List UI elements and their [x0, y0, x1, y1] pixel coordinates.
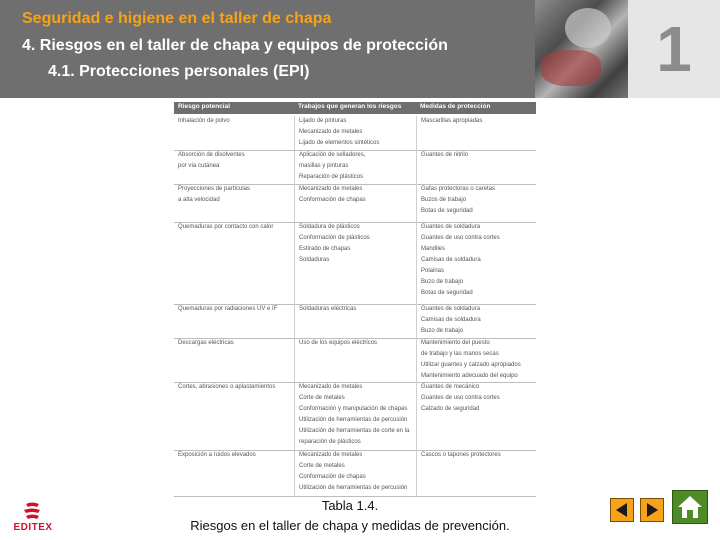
cell-text: Mecanizado de metales [299, 384, 363, 390]
measures-cell [416, 116, 537, 150]
risk-cell [174, 304, 294, 338]
cell-text: de trabajo y las manos secas [421, 351, 499, 357]
page-title: Seguridad e higiene en el taller de chapa [22, 10, 332, 27]
table-row [174, 338, 536, 383]
cell-text: Soldadura de plásticos [299, 224, 360, 230]
header-bar [0, 0, 720, 98]
table-row [174, 184, 536, 223]
chapter-number: 1 [656, 13, 692, 85]
cell-text: Mecanizado de metales [299, 129, 363, 135]
cell-text: Aplicación de selladores, [299, 152, 366, 158]
cell-text: Guantes de uso contra cortes [421, 395, 500, 401]
cell-text: Gafas protectoras o caretas [421, 186, 496, 192]
table-row [174, 150, 536, 185]
cell-text: Conformación y manipulación de chapas [299, 406, 408, 412]
section-title: 4. Riesgos en el taller de chapa y equipos de protección [22, 37, 448, 54]
cell-text: Calzado de seguridad [421, 406, 480, 412]
editex-logo-text: EDITEX [13, 522, 53, 533]
cell-text: Botas de seguridad [421, 290, 473, 296]
cell-text: Utilización de herramientas de percusión [299, 485, 408, 491]
cell-text: Soldaduras eléctricas [299, 306, 357, 312]
measures-cell [416, 304, 537, 338]
table-header [174, 102, 536, 114]
risk-cell [174, 184, 294, 222]
risk-cell [174, 338, 294, 382]
cell-text: Conformación de plásticos [299, 235, 370, 241]
header-jobs: Trabajos que generan los riesgos [298, 103, 402, 110]
risk-table [174, 102, 536, 494]
next-button[interactable] [640, 498, 664, 522]
cell-text: Guantes de nitrilo [421, 152, 469, 158]
cell-text: Mascarillas apropiadas [421, 118, 483, 124]
measures-cell [416, 222, 537, 304]
cell-text: por vía cutánea [178, 163, 220, 169]
cell-text: Guantes de soldadura [421, 306, 481, 312]
measures-cell [416, 150, 537, 184]
jobs-cell [294, 304, 417, 338]
cell-text: Mecanizado de metales [299, 186, 363, 192]
cell-text: Guantes de soldadura [421, 224, 481, 230]
risk-cell [174, 116, 294, 150]
cell-text: Cascos o tapones protectores [421, 452, 501, 458]
cell-text: Proyecciones de partículas [178, 186, 251, 192]
jobs-cell [294, 450, 417, 496]
table-caption-text: Riesgos en el taller de chapa y medidas de prevención. [190, 518, 510, 533]
risk-cell [174, 150, 294, 184]
cell-text: Estirado de chapas [299, 246, 351, 252]
arrow-left-icon [611, 499, 633, 521]
cell-text: Quemaduras por radiaciones UV e IF [178, 306, 278, 312]
table-caption-label: Tabla 1.4. [321, 498, 379, 513]
chapter-badge [628, 0, 720, 98]
header-photo [535, 0, 628, 98]
cell-text: masillas y pinturas [299, 163, 349, 169]
home-button[interactable] [672, 490, 708, 524]
cell-text: Guantes de uso contra cortes [421, 235, 500, 241]
cell-text: Buzos de trabajo [421, 197, 467, 203]
cell-text: Camisas de soldadura [421, 317, 481, 323]
cell-text: Corte de metales [299, 395, 345, 401]
cell-text: Lijado de elementos sintéticos [299, 140, 380, 146]
table-row [174, 450, 536, 497]
cell-text: Descargas eléctricas [178, 340, 234, 346]
editex-logo-icon [22, 502, 42, 520]
cell-text: Utilización de herramientas de percusión [299, 417, 408, 423]
table-row [174, 304, 536, 339]
jobs-cell [294, 222, 417, 304]
prev-button[interactable] [610, 498, 634, 522]
cell-text: Inhalación de polvo [178, 118, 230, 124]
subsection-title: 4.1. Protecciones personales (EPI) [48, 63, 310, 80]
cell-text: Exposición a ruidos elevados [178, 452, 256, 458]
measures-cell [416, 338, 537, 382]
cell-text: Polainas [421, 268, 445, 274]
cell-text: Conformación de chapas [299, 197, 366, 203]
home-icon [673, 491, 707, 523]
jobs-cell [294, 338, 417, 382]
header-measures: Medidas de protección [420, 103, 491, 110]
cell-text: reparación de plásticos [299, 439, 361, 445]
table-row [174, 116, 536, 151]
cell-text: a alta velocidad [178, 197, 220, 203]
measures-cell [416, 184, 537, 222]
risk-cell [174, 222, 294, 304]
table-row [174, 222, 536, 305]
cell-text: Mantenimiento adecuado del equipo [421, 373, 518, 379]
cell-text: Corte de metales [299, 463, 345, 469]
risk-cell [174, 450, 294, 496]
cell-text: Guantes de mecánico [421, 384, 480, 390]
cell-text: Mantenimiento del puesto [421, 340, 490, 346]
risk-cell [174, 382, 294, 450]
editex-logo [8, 502, 58, 536]
cell-text: Camisas de soldadura [421, 257, 481, 263]
photo-detail-worker [541, 50, 601, 86]
cell-text: Mandiles [421, 246, 446, 252]
cell-text: Mecanizado de metales [299, 452, 363, 458]
jobs-cell [294, 150, 417, 184]
measures-cell [416, 450, 537, 496]
cell-text: Uso de los equipos eléctricos [299, 340, 378, 346]
cell-text: Reparación de plásticos [299, 174, 364, 180]
cell-text: Conformación de chapas [299, 474, 366, 480]
cell-text: Buzo de trabajo [421, 279, 464, 285]
cell-text: Utilizar guantes y calzado apropiados [421, 362, 521, 368]
cell-text: Absorción de disolventes [178, 152, 245, 158]
cell-text: Buzo de trabajo [421, 328, 464, 334]
photo-detail-mask [565, 8, 611, 48]
table-row [174, 382, 536, 451]
cell-text: Cortes, abrasiones o aplastamientos [178, 384, 276, 390]
jobs-cell [294, 116, 417, 150]
arrow-right-icon [641, 499, 663, 521]
cell-text: Lijado de pinturas [299, 118, 347, 124]
cell-text: Botas de seguridad [421, 208, 473, 214]
header-risk: Riesgo potencial [178, 103, 231, 110]
cell-text: Utilización de herramientas de corte en la [299, 428, 410, 434]
cell-text: Soldaduras [299, 257, 330, 263]
cell-text: Quemaduras por contacto con calor [178, 224, 274, 230]
jobs-cell [294, 184, 417, 222]
jobs-cell [294, 382, 417, 450]
measures-cell [416, 382, 537, 450]
